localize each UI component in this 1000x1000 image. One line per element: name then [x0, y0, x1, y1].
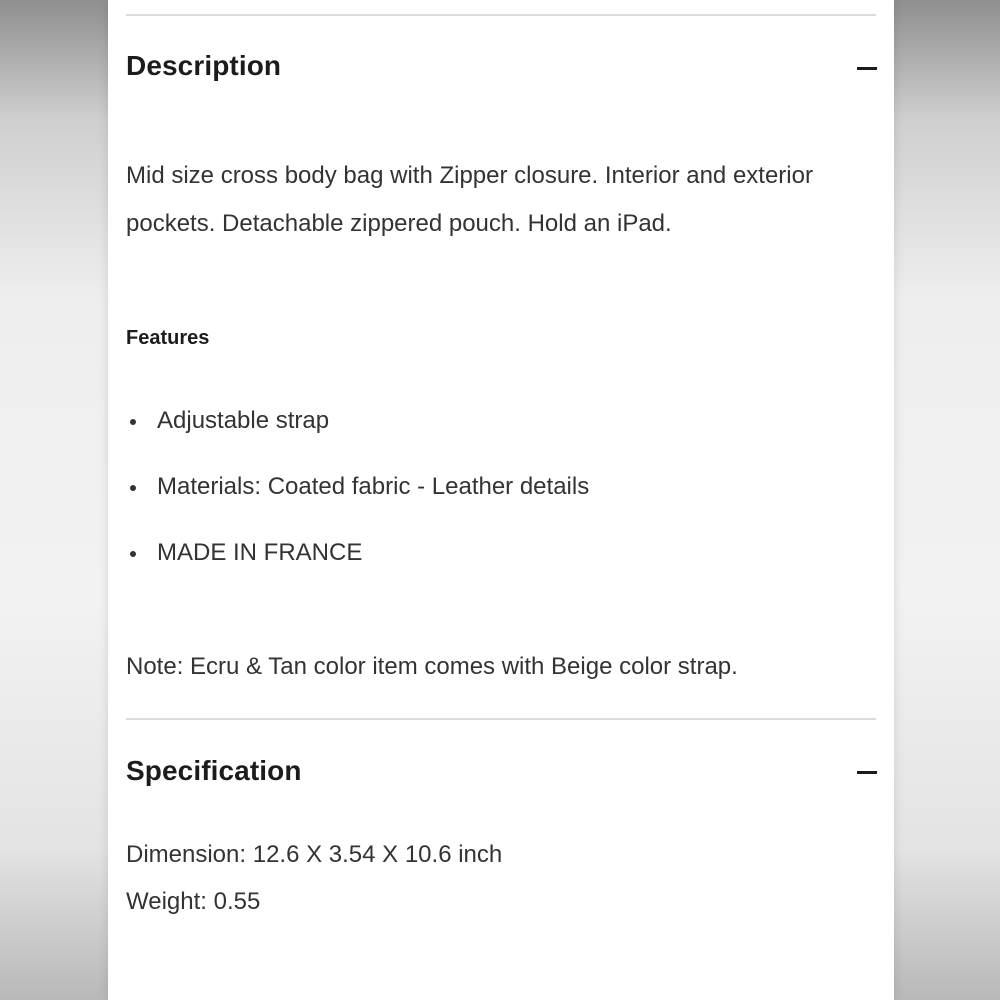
feature-text: Materials: Coated fabric - Leather details — [157, 473, 590, 500]
bullet-icon — [130, 419, 136, 425]
bullet-icon — [130, 485, 136, 491]
feature-text: Adjustable strap — [157, 407, 330, 434]
description-text: Mid size cross body bag with Zipper closure. Interior and exterior pockets. Detachable zippered pouch. Hold an iPad. — [126, 162, 813, 237]
product-details-panel — [108, 0, 894, 1000]
weight-text: Weight: 0.55 — [126, 888, 261, 915]
description-collapse-button[interactable] — [847, 53, 887, 83]
description-title: Description — [126, 50, 282, 81]
feature-text: MADE IN FRANCE — [157, 539, 363, 566]
specification-title: Specification — [126, 755, 302, 786]
section-divider — [126, 718, 876, 720]
minus-icon — [857, 771, 877, 774]
features-heading: Features — [126, 327, 210, 349]
top-divider — [126, 14, 876, 16]
specification-collapse-button[interactable] — [847, 757, 887, 787]
minus-icon — [857, 67, 877, 70]
dimension-text: Dimension: 12.6 X 3.54 X 10.6 inch — [126, 841, 503, 868]
color-note: Note: Ecru & Tan color item comes with Beige color strap. — [126, 653, 738, 680]
bullet-icon — [130, 551, 136, 557]
